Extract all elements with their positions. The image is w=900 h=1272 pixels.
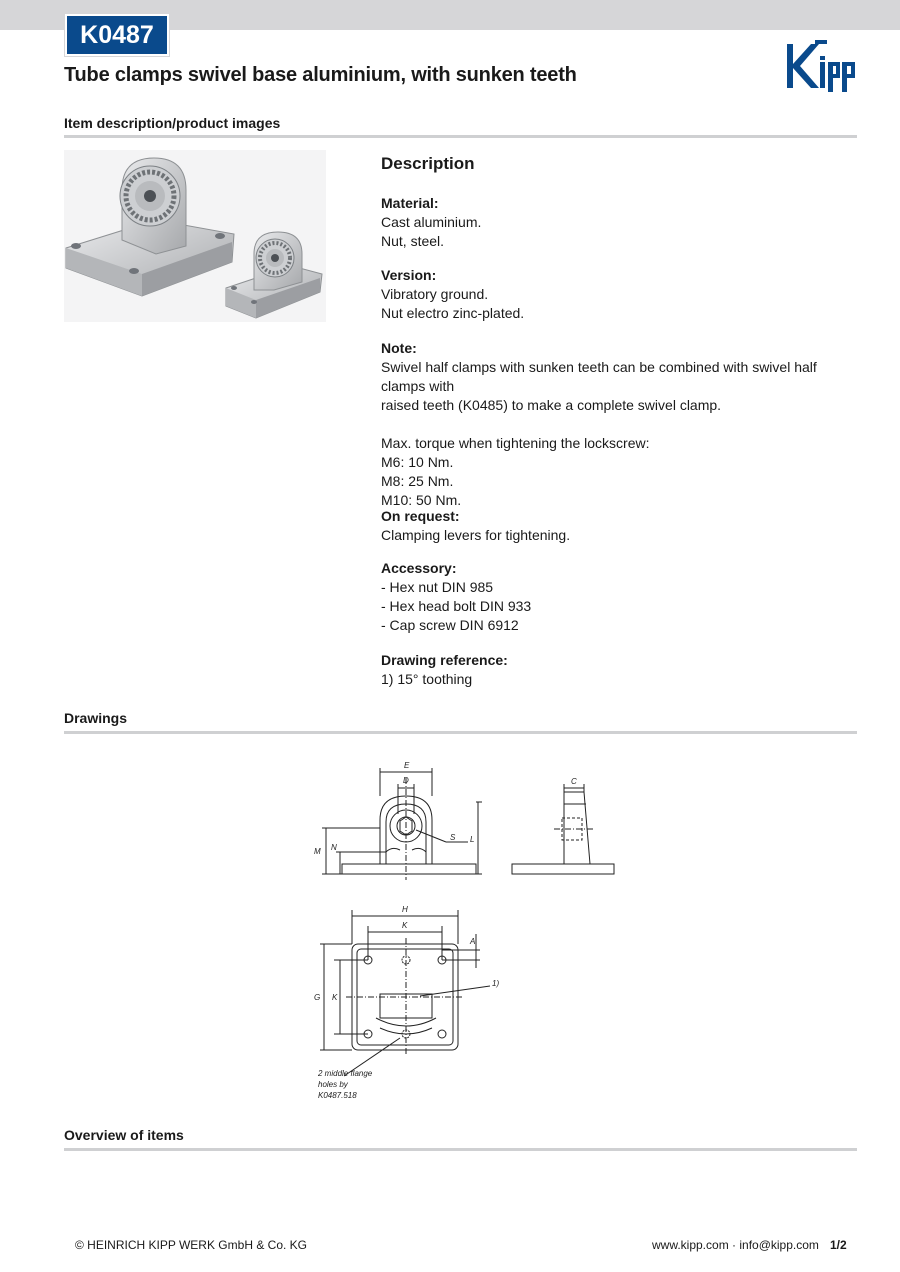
section-heading-drawings: Drawings [64, 710, 128, 726]
dim-m-label: M [314, 847, 321, 856]
torque-line: M6: 10 Nm. [381, 454, 454, 470]
material-line: Cast aluminium. [381, 214, 482, 230]
toothing-ref-label: 1) [492, 979, 500, 988]
flange-note-line: 2 middle flange [318, 1069, 373, 1078]
page-number: 1/2 [830, 1238, 847, 1252]
material-block [381, 194, 861, 251]
drawing-reference-block [381, 651, 861, 689]
section-rule [64, 731, 857, 734]
section-rule [64, 135, 857, 138]
footer-contact[interactable]: www.kipp.com · info@kipp.com [652, 1238, 819, 1252]
drawing-reference-label: Drawing reference: [381, 652, 508, 668]
dim-a-label: A [470, 937, 476, 946]
kipp-logo [783, 38, 859, 94]
drawing-reference-line: 1) 15° toothing [381, 671, 473, 687]
version-line: Vibratory ground. [381, 286, 489, 302]
note-line: Swivel half clamps with sunken teeth can be combined with swivel half clamps with [381, 359, 817, 394]
dim-h-label: H [402, 905, 408, 914]
section-heading-overview: Overview of items [64, 1127, 184, 1143]
dim-k2-label: K [332, 993, 338, 1002]
accessory-line: - Hex head bolt DIN 933 [381, 598, 532, 614]
on-request-label: On request: [381, 508, 460, 524]
page-title: Tube clamps swivel base aluminium, with sunken teeth [64, 64, 577, 86]
flange-note-line: K0487.518 [318, 1091, 357, 1100]
on-request-block [381, 507, 861, 545]
note-line: raised teeth (K0485) to make a complete swivel clamp. [381, 397, 722, 413]
accessory-label: Accessory: [381, 560, 457, 576]
accessory-line: - Hex nut DIN 985 [381, 579, 494, 595]
dim-k-label: K [402, 921, 408, 930]
dim-e-label: E [404, 761, 410, 770]
section-rule [64, 1148, 857, 1151]
material-line: Nut, steel. [381, 233, 445, 249]
on-request-line: Clamping levers for tightening. [381, 527, 571, 543]
torque-line: M8: 25 Nm. [381, 473, 454, 489]
dim-g-label: G [314, 993, 321, 1002]
material-label: Material: [381, 195, 439, 211]
footer-copyright: © HEINRICH KIPP WERK GmbH & Co. KG [75, 1238, 307, 1252]
dim-d-label: D [403, 776, 409, 785]
version-block [381, 266, 861, 323]
spacer [381, 415, 861, 434]
product-code-badge: K0487 [65, 14, 169, 56]
section-heading-item-description: Item description/product images [64, 115, 281, 131]
dim-l-label: L [470, 835, 475, 844]
accessory-line: - Cap screw DIN 6912 [381, 617, 519, 633]
version-line: Nut electro zinc-plated. [381, 305, 525, 321]
torque-line: Max. torque when tightening the lockscrew: [381, 435, 650, 451]
note-block [381, 339, 861, 510]
torque-line: M10: 50 Nm. [381, 492, 462, 508]
dim-c-label: C [571, 777, 577, 786]
version-label: Version: [381, 267, 437, 283]
dim-s-label: S [450, 833, 456, 842]
dim-n-label: N [331, 843, 337, 852]
description-title: Description [381, 154, 475, 173]
note-label: Note: [381, 340, 417, 356]
accessory-block [381, 559, 861, 635]
product-image [64, 150, 326, 322]
technical-drawing [300, 758, 630, 1108]
flange-note-line: holes by [318, 1080, 348, 1089]
